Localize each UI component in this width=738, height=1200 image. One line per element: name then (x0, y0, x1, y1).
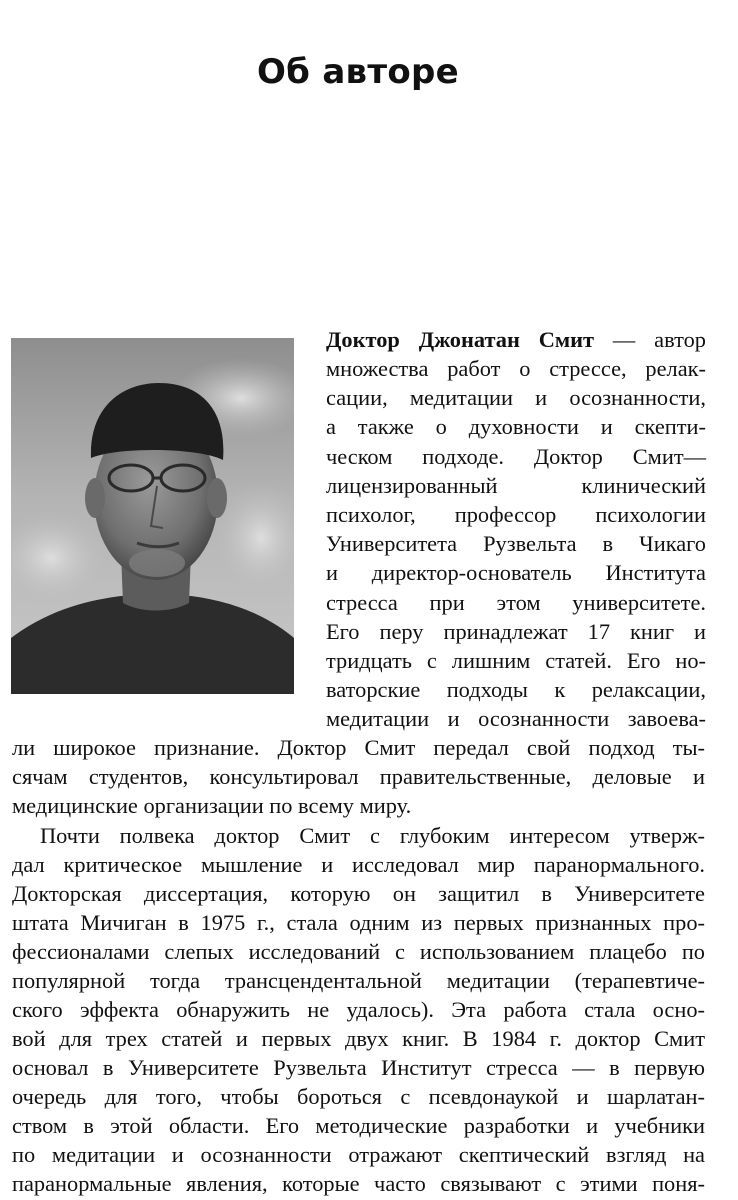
text-line: штата Мичиган в 1975 г., стала одним из первых признанных про- (12, 910, 705, 935)
text-line: стресса при этом университете. (326, 590, 706, 615)
text-line: Университета Рузвельта в Чикаго (326, 531, 706, 556)
text-line: медицинские организации по всему миру. (12, 793, 412, 818)
text-line: паранормальные явления, которые часто связывают с этими поня- (12, 1171, 705, 1196)
text-line: Почти полвека доктор Смит с глубоким интересом утверж- (40, 823, 705, 848)
text-line: сации, медитации и осознанности, (326, 385, 706, 410)
text-line: тридцать с лишним статей. Его но- (326, 648, 706, 673)
text-line: ского эффекта обнаружить не удалось). Эта работа стала осно- (12, 997, 705, 1022)
text-line: фессионалами слепых исследований с использованием плацебо по (12, 939, 705, 964)
text-line: множества работ о стрессе, релак- (326, 356, 706, 381)
text-line: психолог, профессор психологии (326, 502, 706, 527)
text-line: а также о духовности и скепти- (326, 414, 706, 439)
text-line: ли широкое признание. Доктор Смит передал свой подход ты- (12, 735, 705, 760)
text-line: Доктор Джонатан Смит — автор (326, 327, 707, 352)
text-line: ваторские подходы к релаксации, (326, 677, 706, 702)
text-line: Его перу принадлежат 17 книг и (326, 619, 706, 644)
text-line: вой для трех статей и первых двух книг. В 1984 г. доктор Смит (12, 1026, 705, 1051)
text-line: очередь для того, чтобы бороться с псевдонаукой и шарлатан- (12, 1084, 705, 1109)
text-line: по медитации и осознанности отражают скептический взгляд на (12, 1142, 705, 1167)
text-line: ческом подходе. Доктор Смит— (326, 444, 706, 469)
text-line: и директор-основатель Института (326, 560, 706, 585)
text-line: дал критическое мышление и исследовал мир паранормального. (12, 852, 705, 877)
text-line: популярной тогда трансцендентальной медитации (терапевтиче- (12, 968, 705, 993)
text-line: ством в этой области. Его методические разработки и учебники (12, 1113, 705, 1138)
text-line: сячам студентов, консультировал правительственные, деловые и (12, 764, 705, 789)
page-title: Об авторе (256, 52, 460, 92)
text-line: медитации и осознанности завоева- (326, 706, 706, 731)
author-name: Доктор Джонатан Смит (326, 327, 595, 352)
text-line: лицензированный клинический (326, 473, 706, 498)
text-line: основал в Университете Рузвельта Институт стресса — в первую (12, 1055, 705, 1080)
text-line: Докторская диссертация, которую он защитил в Университете (12, 881, 705, 906)
author-photo (11, 338, 294, 694)
